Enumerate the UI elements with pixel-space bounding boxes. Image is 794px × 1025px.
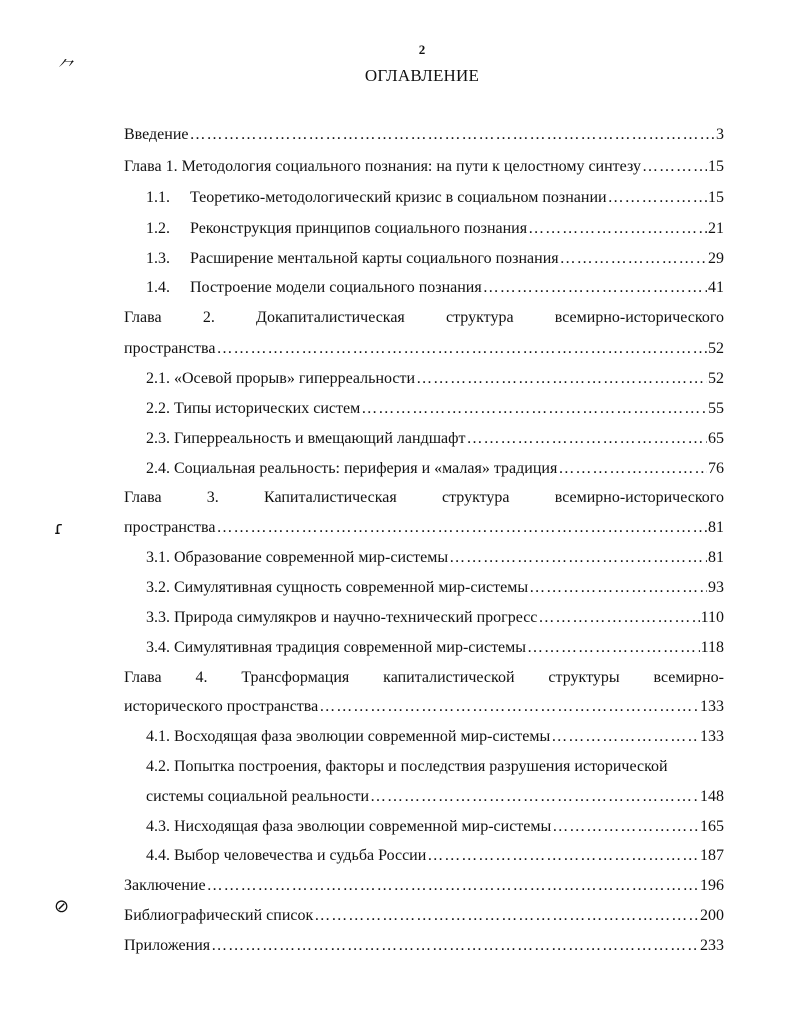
toc-entry-word: 2. (202, 309, 215, 326)
toc-entry-number: 1.1. (146, 189, 170, 206)
toc-entry-4-2[interactable] (146, 756, 724, 778)
toc-entry-number: 1.3. (146, 250, 170, 267)
dot-leader (449, 547, 707, 569)
toc-entry-chapter-4[interactable] (124, 667, 724, 689)
toc-entry-page: 110 (700, 609, 724, 626)
dot-leader (608, 187, 707, 209)
toc-entry-2-3[interactable] (146, 428, 724, 450)
handwritten-mark-icon: ⊘ (54, 896, 70, 917)
toc-entry-word: структура (446, 309, 514, 326)
toc-entry-chapter-2-cont[interactable] (124, 338, 724, 360)
toc-entry-word: Глава (124, 669, 162, 686)
dot-leader (483, 277, 707, 299)
toc-entry-label: пространства (124, 519, 216, 536)
toc-entry-page: 200 (700, 907, 724, 924)
toc-entry-page: 133 (700, 698, 724, 715)
toc-entry-label: 4.4. Выбор человечества и судьба России (146, 847, 427, 864)
handwritten-mark-icon: ɾ (54, 518, 64, 539)
dot-leader (216, 338, 707, 360)
toc-entry-page: 21 (708, 220, 724, 237)
toc-entry-chapter-3[interactable] (124, 487, 724, 509)
dot-leader (529, 577, 707, 599)
toc-entry-page: 76 (708, 460, 724, 477)
toc-entry-1-4[interactable] (146, 277, 724, 299)
dot-leader (527, 637, 700, 659)
handwritten-mark-icon: ⺈ (58, 58, 76, 79)
page-title: ОГЛАВЛЕНИЕ (364, 66, 480, 85)
toc-entry-label: Расширение ментальной карты социального познания (190, 250, 559, 267)
toc-entry-label: 4.3. Нисходящая фаза эволюции современной мир-системы (146, 818, 552, 835)
toc-entry-label: Введение (124, 126, 189, 143)
toc-entry-page: 187 (700, 847, 724, 864)
toc-entry-label: 3.1. Образование современной мир-системы (146, 549, 449, 566)
toc-entry-page: 93 (708, 579, 724, 596)
toc-entry-number: 1.4. (146, 279, 170, 296)
toc-entry-label: исторического пространства (124, 698, 319, 715)
dot-leader (216, 517, 707, 539)
toc-entry-page: 55 (708, 400, 724, 417)
dot-leader (314, 905, 699, 927)
toc-entry-page: 81 (708, 549, 724, 566)
toc-entry-page: 15 (708, 189, 724, 206)
toc-entry-label: Построение модели социального познания (190, 279, 482, 296)
toc-entry-3-2[interactable] (146, 577, 724, 599)
dot-leader (361, 398, 707, 420)
toc-entry-word: Глава (124, 309, 162, 326)
dot-leader (370, 786, 699, 808)
toc-entry-page: 118 (700, 639, 724, 656)
toc-entry-4-4[interactable] (146, 845, 724, 867)
toc-entry-word: структуры (548, 669, 620, 686)
toc-entry-chapter-2[interactable] (124, 307, 724, 329)
toc-entry-4-3[interactable] (146, 816, 724, 838)
toc-entry-chapter-3-cont[interactable] (124, 517, 724, 539)
dot-leader (427, 845, 699, 867)
toc-entry-word: Глава (124, 489, 162, 506)
toc-entry-word: всемирно-исторического (554, 309, 724, 326)
toc-entry-label: Приложения (124, 937, 211, 954)
toc-entry-4-2-cont[interactable] (146, 786, 724, 808)
toc-entry-word: всемирно- (653, 669, 724, 686)
toc-entry-appendix[interactable] (124, 935, 724, 957)
dot-leader (558, 458, 707, 480)
toc-entry-intro[interactable] (124, 124, 724, 146)
dot-leader (642, 156, 707, 178)
toc-entry-word: Капиталистическая (264, 489, 397, 506)
toc-entry-page: 196 (700, 877, 724, 894)
toc-entry-word: Докапиталистическая (256, 309, 405, 326)
toc-entry-label: Теоретико-методологический кризис в социальном познании (190, 189, 607, 206)
toc-entry-label: Глава 1. Методология социального познания: на пути к целостному синтезу (124, 158, 641, 175)
toc-entry-word: 3. (206, 489, 219, 506)
page-number: 2 (418, 42, 426, 57)
toc-entry-word: капиталистической (383, 669, 515, 686)
toc-entry-page: 41 (708, 279, 724, 296)
toc-entry-page: 165 (700, 818, 724, 835)
toc-entry-label: системы социальной реальности (146, 788, 370, 805)
dot-leader (528, 218, 707, 240)
dot-leader (211, 935, 699, 957)
dot-leader (416, 368, 707, 390)
toc-entry-chapter-4-cont[interactable] (124, 696, 724, 718)
dot-leader (551, 726, 699, 748)
toc-entry-label: 3.3. Природа симулякров и научно-технический прогресс (146, 609, 538, 626)
toc-entry-label: 2.1. «Осевой прорыв» гиперреальности (146, 370, 416, 387)
toc-entry-page: 52 (708, 370, 724, 387)
toc-entry-label: 2.3. Гиперреальность и вмещающий ландшафт (146, 430, 466, 447)
toc-entry-3-3[interactable] (146, 607, 724, 629)
toc-entry-2-2[interactable] (146, 398, 724, 420)
toc-entry-1-3[interactable] (146, 248, 724, 270)
toc-entry-word: Трансформация (241, 669, 350, 686)
toc-entry-2-4[interactable] (146, 458, 724, 480)
dot-leader (552, 816, 699, 838)
toc-entry-3-1[interactable] (146, 547, 724, 569)
toc-entry-word: структура (441, 489, 510, 506)
dot-leader (207, 875, 699, 897)
toc-entry-label: 2.2. Типы исторических систем (146, 400, 361, 417)
dot-leader (560, 248, 707, 270)
toc-entry-label: Заключение (124, 877, 206, 894)
dot-leader (538, 607, 699, 629)
toc-entry-1-2[interactable] (146, 218, 724, 240)
toc-entry-page: 81 (708, 519, 724, 536)
toc-entry-bibliography[interactable] (124, 905, 724, 927)
toc-entry-label: Реконструкция принципов социального познания (190, 220, 528, 237)
toc-entry-page: 133 (700, 728, 724, 745)
toc-entry-number: 1.2. (146, 220, 170, 237)
toc-entry-page: 52 (708, 340, 724, 357)
toc-entry-page: 148 (700, 788, 724, 805)
toc-entry-conclusion[interactable] (124, 875, 724, 897)
toc-entry-page: 65 (708, 430, 724, 447)
toc-entry-word: всемирно-исторического (554, 489, 724, 506)
toc-entry-page: 3 (716, 126, 724, 143)
toc-entry-2-1[interactable] (146, 368, 724, 390)
toc-entry-word: 4. (195, 669, 208, 686)
toc-entry-label: 2.4. Социальная реальность: периферия и «малая» традиция (146, 460, 558, 477)
toc-entry-label: 3.4. Симулятивная традиция современной мир-системы (146, 639, 527, 656)
toc-entry-page: 233 (700, 937, 724, 954)
dot-leader (467, 428, 708, 450)
toc-entry-label: 4.2. Попытка построения, факторы и последствия разрушения исторической (146, 758, 668, 775)
toc-entry-label: 3.2. Симулятивная сущность современной мир-системы (146, 579, 529, 596)
toc-entry-label: 4.1. Восходящая фаза эволюции современной мир-системы (146, 728, 551, 745)
toc-entry-page: 15 (708, 158, 724, 175)
toc-entry-4-1[interactable] (146, 726, 724, 748)
toc-entry-chapter-1[interactable] (124, 156, 724, 178)
toc-entry-page: 29 (708, 250, 724, 267)
toc-entry-1-1[interactable] (146, 187, 724, 209)
toc-entry-label: пространства (124, 340, 216, 357)
toc-entry-label: Библиографический список (124, 907, 314, 924)
toc-entry-3-4[interactable] (146, 637, 724, 659)
dot-leader (190, 124, 716, 146)
dot-leader (319, 696, 699, 718)
